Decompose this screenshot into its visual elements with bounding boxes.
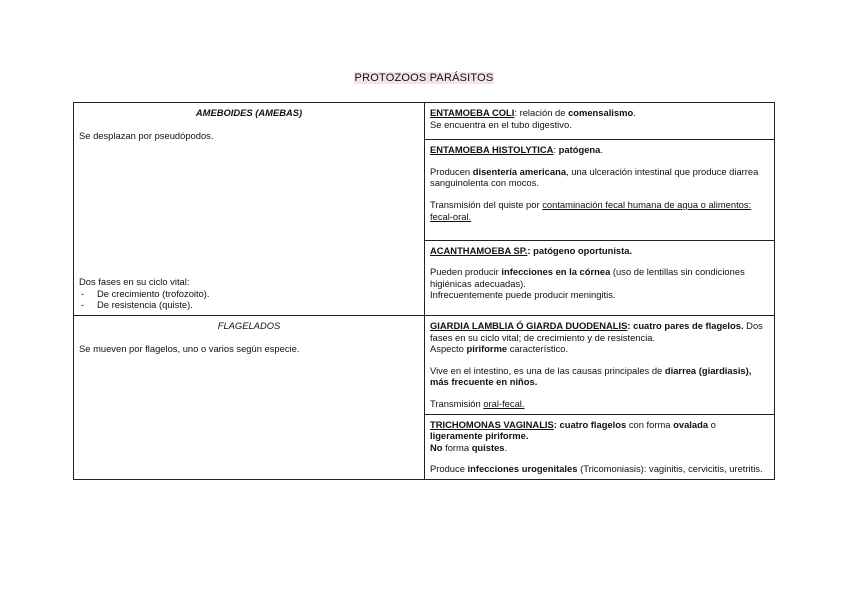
amebas-phases-list: [79, 288, 419, 311]
giardia-p2a: Vive en el intestino, es una de las causas principales de: [430, 364, 665, 376]
list-item: - De crecimiento (trofozoito).: [97, 288, 419, 300]
coli-cell: [425, 103, 775, 140]
trichomonas-cell: [425, 414, 775, 479]
flagelados-movement: Se mueven por flagelos, uno o varios según especie.: [79, 342, 300, 354]
histolytica-cell: [425, 140, 775, 240]
trichomonas-p2b: infecciones urogenitales: [467, 463, 578, 475]
histolytica-p2b: disentería americana: [472, 165, 567, 177]
histolytica-pathogen: patógena: [558, 144, 601, 156]
histolytica-disease: [430, 166, 769, 189]
coli-name: ENTAMOEBA COLI: [430, 107, 515, 118]
acanthamoeba-cell: [425, 240, 775, 315]
trichomonas-name: TRICHOMONAS VAGINALIS: [430, 418, 554, 430]
acanthamoeba-infection: [430, 266, 769, 289]
list-item: - De resistencia (quiste).: [97, 299, 419, 311]
giardia-habitat: [430, 365, 769, 388]
acanthamoeba-p2c: (uso de lentillas sin condiciones higiénicas adecuadas).: [430, 266, 745, 289]
trichomonas-no: No: [430, 441, 443, 453]
histolytica-p3a: Transmisión del quiste por: [430, 198, 543, 210]
giardia-shape: piriforme: [466, 343, 508, 355]
acanthamoeba-p2a: Pueden producir: [430, 266, 502, 278]
trichomonas-flagella: : cuatro flagelos: [553, 418, 627, 430]
giardia-flagella: : cuatro pares de flagelos.: [627, 320, 744, 331]
giardia-p3a: Transmisión: [430, 397, 484, 409]
giardia-phases: Dos fases en su ciclo vital; de crecimiento y de resistencia.: [430, 320, 763, 343]
document-title: [0, 72, 848, 84]
giardia-transmission: [430, 398, 769, 410]
histolytica-name: ENTAMOEBA HISTOLYTICA: [430, 144, 554, 156]
giardia-p3b: oral-fecal.: [483, 397, 525, 409]
flagelados-heading: [79, 320, 419, 332]
histolytica-transmission: [430, 199, 769, 222]
trichomonas-t2: con forma: [626, 418, 674, 430]
acanthamoeba-name: ACANTHAMOEBA SP.: [430, 244, 528, 256]
histolytica-end: .: [600, 144, 603, 156]
histolytica-p3b: contaminación fecal humana de agua o alimentos: fecal-oral.: [430, 198, 752, 222]
coli-text-end: .: [633, 107, 636, 118]
trichomonas-cysts: quistes: [471, 441, 505, 453]
table-row: [74, 316, 775, 415]
title-text: PROTOZOOS PARÁSITOS: [354, 72, 494, 84]
giardia-aspect-end: característico.: [507, 343, 569, 355]
acanthamoeba-p2b: infecciones en la córnea: [501, 266, 611, 278]
trichomonas-t6d: .: [504, 441, 508, 453]
acanthamoeba-meningitis: Infrecuentemente puede producir meningitis.: [430, 289, 616, 301]
trichomonas-p2c: (Tricomoniasis): vaginitis, cervicitis, uretritis.: [577, 463, 763, 475]
trichomonas-piriform: ligeramente piriforme.: [430, 430, 529, 442]
amebas-movement: Se desplazan por pseudópodos.: [79, 129, 214, 141]
coli-location: Se encuentra en el tubo digestivo.: [430, 118, 572, 130]
coli-text: : relación de: [514, 107, 569, 118]
trichomonas-p2a: Produce: [430, 463, 468, 475]
giardia-p2b: diarrea (giardiasis), más frecuente en niños.: [430, 364, 752, 388]
coli-relation: comensalismo: [568, 107, 634, 118]
acanthamoeba-type: : patógeno oportunista.: [527, 244, 633, 256]
flagelados-heading-text: FLAGELADOS: [217, 320, 281, 331]
histolytica-p2c: , una ulceración intestinal que produce diarrea sanguinolenta con mocos.: [430, 165, 759, 189]
amebas-phases-intro: Dos fases en su ciclo vital:: [79, 276, 190, 288]
trichomonas-oval: ovalada: [673, 418, 709, 430]
giardia-name: GIARDIA LAMBLIA Ó GIARDA DUODENALIS: [430, 320, 628, 331]
histolytica-sep: :: [553, 144, 559, 156]
amebas-heading: AMEBOIDES (AMEBAS): [195, 107, 303, 118]
trichomonas-t6b: forma: [442, 441, 472, 453]
protozoa-table: [73, 102, 775, 480]
flagelados-cell: [74, 316, 425, 480]
trichomonas-t4: o: [708, 418, 716, 430]
amebas-cell: [74, 103, 425, 316]
giardia-aspect: Aspecto: [430, 343, 467, 355]
table-row: [74, 103, 775, 140]
trichomonas-infection: [430, 463, 769, 475]
histolytica-p2a: Producen: [430, 165, 473, 177]
giardia-cell: [425, 316, 775, 415]
